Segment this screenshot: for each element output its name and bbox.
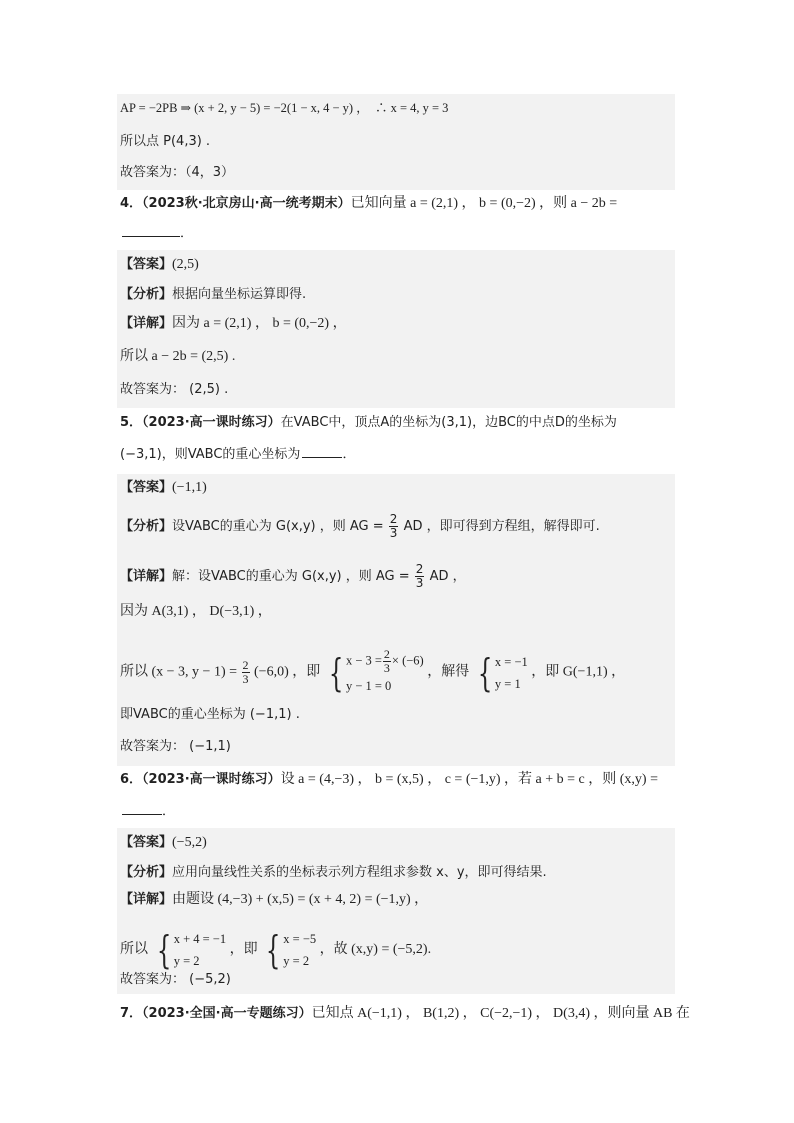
fraction-two-thirds: $\frac{2}{3}$ bbox=[242, 658, 249, 686]
question-7: 7．（2023·全国·高一专题练习）已知点 A(−1,1) ， B(1,2) ， C(−2,−1) ， D(3,4) ，则向量 AB 在 bbox=[120, 1006, 690, 1021]
equation-system-1: { x + 4 = −1 y = 2 bbox=[156, 928, 227, 972]
q5-final: 故答案为： (−1,1) bbox=[120, 739, 231, 754]
question-6-blank: ． bbox=[120, 802, 175, 821]
q4-detail-2: 所以 a − 2b = (2,5) . bbox=[120, 349, 236, 364]
question-6: 6．（2023·高一课时练习）设 a = (4,−3) ， b = (x,5) ， c = (−1,y) ，若 a + b = c ，则 (x,y) = bbox=[120, 772, 658, 787]
q5-detail-3: 所以 (x − 3, y − 1) = $\frac{2}{3}$ (−6,0) ，即 { x − 3 = $\frac{2}{3}$ × (−6) y − 1 = 0 ，解得 { x = −1 y = 1 ，即 G(−1,1) ， bbox=[120, 648, 625, 697]
q5-analysis: 【分析】设VABC的重心为 G(x,y) ，则 AG = $\frac{2}{3}$ AD ，即可得到方程组，解得即可. bbox=[120, 512, 600, 540]
q6-answer: 【答案】(−5,2) bbox=[120, 835, 207, 850]
question-5-line-2: (−3,1)，则VABC的重心坐标为 ． bbox=[120, 447, 356, 462]
q4-final: 故答案为： (2,5) . bbox=[120, 382, 229, 397]
question-5: 5．（2023·高一课时练习）在VABC中，顶点A的坐标为(3,1)，边BC的中点D的坐标为 bbox=[120, 415, 617, 430]
q4-detail: 【详解】因为 a = (2,1) ， b = (0,−2) ， bbox=[120, 316, 347, 331]
q4-answer: 【答案】(2,5) bbox=[120, 257, 199, 272]
question-4-blank: ． bbox=[120, 224, 193, 243]
q5-answer: 【答案】(−1,1) bbox=[120, 480, 207, 495]
q6-final: 故答案为： (−5,2) bbox=[120, 972, 231, 987]
answer-line: 故答案为：（4，3） bbox=[120, 165, 235, 180]
q5-detail-2: 因为 A(3,1) ， D(−3,1) ， bbox=[120, 604, 272, 619]
fraction-two-thirds: $\frac{2}{3}$ bbox=[415, 562, 424, 590]
q6-detail: 【详解】由题设 (4,−3) + (x,5) = (x + 4, 2) = (−1,y) ， bbox=[120, 892, 429, 907]
q6-detail-2: 所以 { x + 4 = −1 y = 2 ，即 { x = −5 y = 2 ，故 (x,y) = (−5,2). bbox=[120, 928, 432, 972]
equation-system-2: { x = −1 y = 1 bbox=[477, 650, 528, 695]
point-result: 所以点 P(4,3) . bbox=[120, 134, 211, 149]
q5-detail-4: 即VABC的重心坐标为 (−1,1) . bbox=[120, 707, 300, 722]
q5-detail: 【详解】解：设VABC的重心为 G(x,y) ，则 AG = $\frac{2}{3}$ AD ， bbox=[120, 562, 466, 590]
q4-analysis: 【分析】根据向量坐标运算即得. bbox=[120, 287, 307, 302]
fraction-two-thirds: $\frac{2}{3}$ bbox=[389, 512, 398, 540]
equation-system-2: { x = −5 y = 2 bbox=[265, 928, 317, 972]
question-4: 4．（2023秋·北京房山·高一统考期末）已知向量 a = (2,1) ， b = (0,−2) ，则 a − 2b = bbox=[120, 196, 618, 211]
equation-system-1: { x − 3 = $\frac{2}{3}$ × (−6) y − 1 = 0 bbox=[328, 647, 424, 695]
q6-analysis: 【分析】应用向量线性关系的坐标表示列方程组求参数 x、y，即可得结果. bbox=[120, 865, 547, 880]
ap-equation: AP = −2PB ⇒ (x + 2, y − 5) = −2(1 − x, 4 − y) ， ∴ x = 4, y = 3 bbox=[120, 101, 449, 115]
